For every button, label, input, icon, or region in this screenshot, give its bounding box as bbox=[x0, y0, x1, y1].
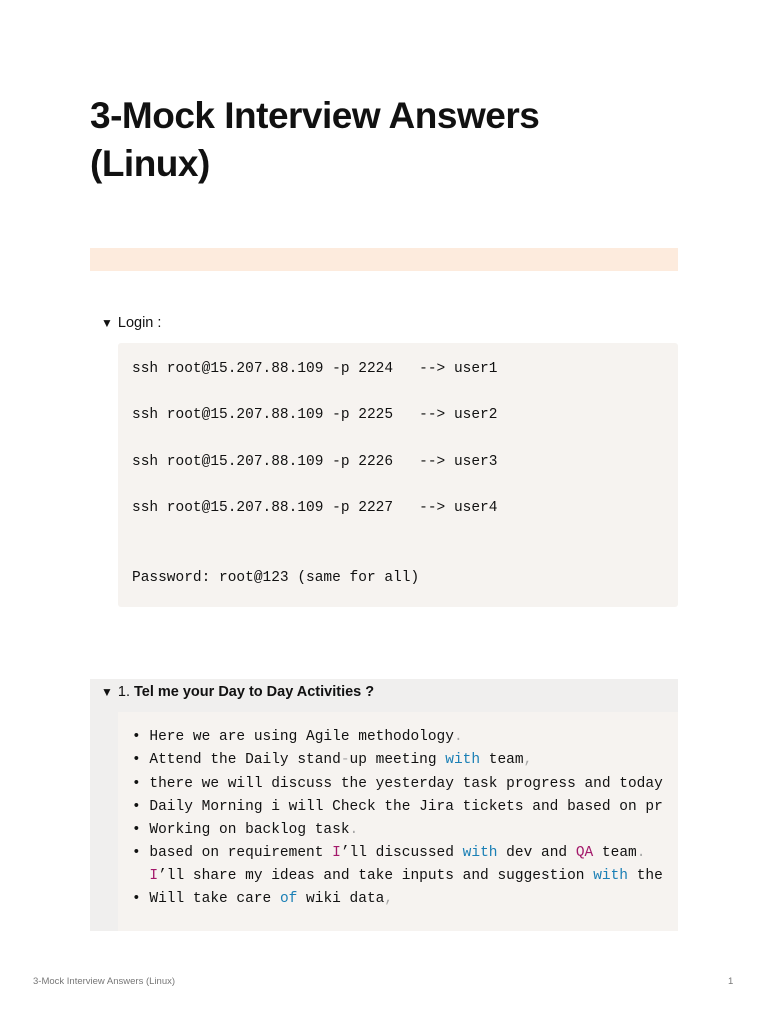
code-line: ssh root@15.207.88.109 -p 2225 --> user2 bbox=[132, 407, 498, 423]
list-item: • Working on backlog task. bbox=[132, 822, 359, 838]
code-line-password: Password: root@123 (same for all) bbox=[132, 570, 420, 586]
footer-title: 3-Mock Interview Answers (Linux) bbox=[33, 976, 176, 987]
list-item: • Here we are using Agile methodology. bbox=[132, 729, 463, 745]
list-item: • Attend the Daily stand-up meeting with team, bbox=[132, 752, 533, 768]
footer-page-number: 1 bbox=[728, 976, 734, 987]
callout-block bbox=[90, 248, 678, 271]
code-line: ssh root@15.207.88.109 -p 2226 --> user3 bbox=[132, 454, 498, 470]
list-item: • based on requirement I’ll discussed with dev and QA team. bbox=[132, 845, 646, 861]
list-item-continuation: I’ll share my ideas and take inputs and suggestion with the bbox=[149, 868, 663, 884]
list-item: • there we will discuss the yesterday task progress and today bbox=[132, 776, 663, 792]
code-line: ssh root@15.207.88.109 -p 2224 --> user1 bbox=[132, 361, 498, 377]
answer-code-block bbox=[118, 712, 678, 931]
login-code-block bbox=[118, 343, 678, 607]
code-line: ssh root@15.207.88.109 -p 2227 --> user4 bbox=[132, 500, 498, 516]
triangle-down-icon[interactable]: ▼ bbox=[101, 316, 113, 330]
page-title: 3-Mock Interview Answers (Linux) bbox=[90, 95, 540, 184]
toggle-login-label: Login : bbox=[117, 315, 162, 331]
toggle-login[interactable] bbox=[101, 314, 161, 332]
question-title: Tel me your Day to Day Activities ? bbox=[133, 684, 375, 700]
triangle-down-icon[interactable]: ▼ bbox=[101, 685, 113, 699]
question-number: 1. bbox=[117, 684, 130, 700]
list-item: • Daily Morning i will Check the Jira tickets and based on pr bbox=[132, 799, 663, 815]
toggle-question-1-header[interactable] bbox=[101, 683, 374, 701]
toggle-question-1 bbox=[90, 679, 678, 931]
list-item: • Will take care of wiki data, bbox=[132, 891, 394, 907]
